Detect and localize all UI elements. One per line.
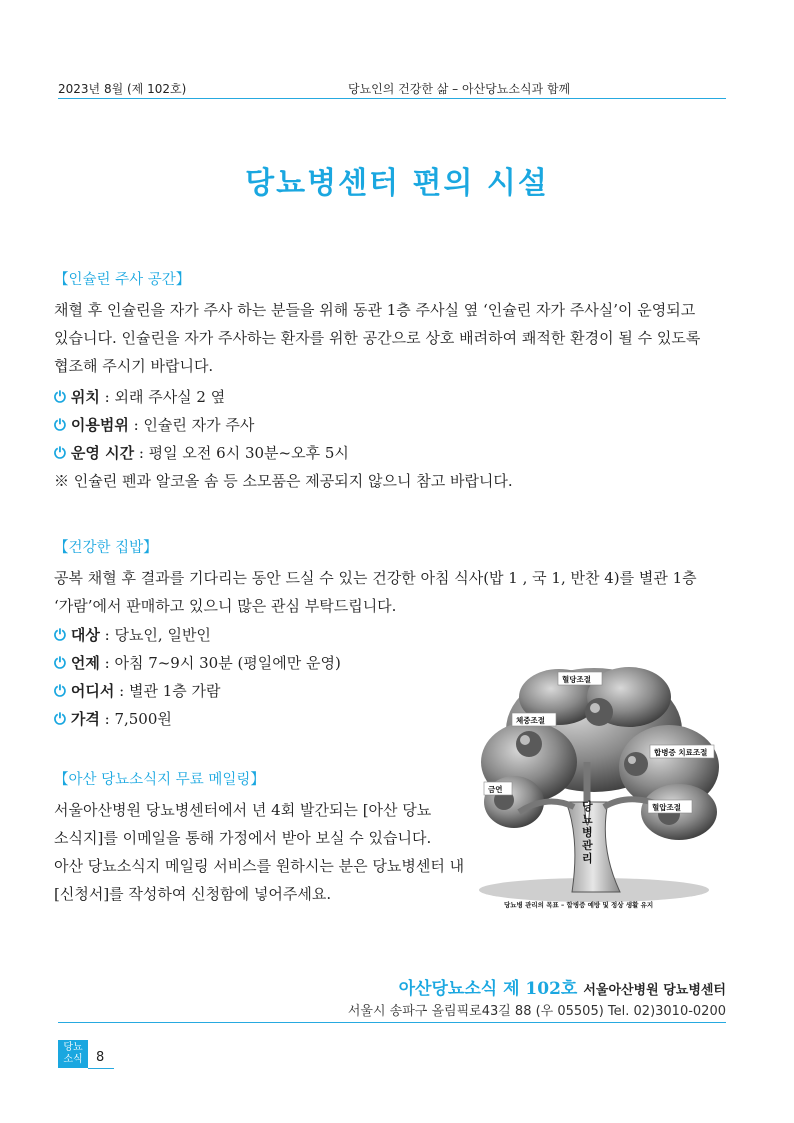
power-icon: ⏻ [54, 654, 66, 672]
footer-divider [58, 1022, 726, 1023]
section-heading-insulin: 【인슐린 주사 공간】 [54, 272, 191, 288]
list-item [54, 442, 349, 463]
list-item [54, 652, 341, 673]
organization-name: 서울아산병원 당뇨병센터 [583, 983, 726, 998]
item-value: : 7,500원 [99, 710, 172, 728]
badge-line-2: 소식 [63, 1054, 83, 1065]
list-item [54, 386, 225, 407]
power-icon: ⏻ [54, 626, 66, 644]
paragraph-mailing-line-1: 서울아산병원 당뇨병센터에서 년 4회 발간되는 [아산 당뇨 [54, 801, 432, 819]
power-icon: ⏻ [54, 388, 66, 406]
label-complication: 합병증 치료조절 [654, 748, 708, 757]
trunk-char-3: 병 [582, 826, 593, 839]
power-icon: ⏻ [54, 710, 66, 728]
paragraph-meal-line-2: ‘가람’에서 판매하고 있으니 많은 관심 부탁드립니다. [54, 597, 397, 615]
newsletter-name: 아산당뇨소식 제 102호 [398, 979, 578, 999]
trunk-char-1: 당 [582, 800, 593, 813]
power-icon: ⏻ [54, 444, 66, 462]
paragraph-mailing-line-4: [신청서]를 작성하여 신청함에 넣어주세요. [54, 885, 332, 903]
item-label: 운영 시간 [70, 444, 135, 462]
item-value: : 별관 1층 가람 [114, 682, 221, 700]
paragraph-insulin-line-3: 협조해 주시기 바랍니다. [54, 357, 214, 375]
item-label: 가격 [70, 710, 100, 728]
paragraph-meal-line-1: 공복 채혈 후 결과를 기다리는 동안 드실 수 있는 건강한 아침 식사(밥 1 , 국 1, 반찬 4)를 별관 1층 [54, 569, 697, 587]
item-label: 언제 [70, 654, 100, 672]
section-heading-mailing: 【아산 당뇨소식지 무료 메일링】 [54, 772, 265, 788]
issue-info: 2023년 8월 (제 102호) [58, 82, 187, 96]
badge-line-1: 당뇨 [63, 1042, 83, 1053]
list-item [54, 414, 254, 435]
paragraph-mailing-line-3: 아산 당뇨소식지 메일링 서비스를 원하시는 분은 당뇨병센터 내 [54, 857, 465, 875]
item-value: : 당뇨인, 일반인 [99, 626, 211, 644]
item-value: : 평일 오전 6시 30분~오후 5시 [134, 444, 349, 462]
trunk-char-5: 리 [582, 852, 593, 865]
power-icon: ⏻ [54, 416, 66, 434]
list-item [54, 624, 211, 645]
trunk-char-4: 관 [582, 839, 593, 852]
section-heading-meal: 【건강한 집밥】 [54, 540, 158, 556]
page-number-underline [88, 1068, 114, 1069]
running-header [58, 80, 726, 99]
footer-title [399, 974, 726, 999]
footer-address: 서울시 송파구 올림픽로43길 88 (우 05505) Tel. 02)3010-0200 [347, 1004, 726, 1019]
tree-illustration-svg [474, 652, 720, 914]
item-label: 대상 [70, 626, 100, 644]
item-value: : 외래 주사실 2 옆 [99, 388, 226, 406]
tree-caption: 당뇨병 관리의 목표 – 합병증 예방 및 정상 생활 유지 [504, 901, 654, 909]
label-pressure: 혈압조절 [652, 803, 681, 812]
label-smoking: 금연 [488, 785, 503, 794]
page-title: 당뇨병센터 편의 시설 [245, 166, 549, 201]
item-value: : 아침 7~9시 30분 (평일에만 운영) [99, 654, 341, 672]
trunk-char-2: 뇨 [582, 813, 593, 826]
insulin-note: ※ 인슐린 펜과 알코올 솜 등 소모품은 제공되지 않으니 참고 바랍니다. [54, 472, 513, 490]
list-item [54, 680, 220, 701]
tree-illustration [474, 652, 720, 914]
header-tagline: 당뇨인의 건강한 삶 – 아산당뇨소식과 함께 [348, 82, 571, 96]
item-label: 이용범위 [70, 416, 129, 434]
item-label: 위치 [70, 388, 100, 406]
list-item [54, 708, 172, 729]
label-weight: 체중조절 [516, 716, 545, 725]
newsletter-badge [58, 1040, 88, 1068]
item-label: 어디서 [70, 682, 115, 700]
paragraph-insulin-line-1: 채혈 후 인슐린을 자가 주사 하는 분들을 위해 동관 1층 주사실 옆 ‘인슐린 자가 주사실’이 운영되고 [54, 301, 696, 319]
paragraph-mailing-line-2: 소식지]를 이메일을 통해 가정에서 받아 보실 수 있습니다. [54, 829, 432, 847]
label-glucose: 혈당조절 [562, 675, 591, 684]
page-number: 8 [96, 1050, 105, 1065]
power-icon: ⏻ [54, 682, 66, 700]
paragraph-insulin-line-2: 있습니다. 인슐린을 자가 주사하는 환자를 위한 공간으로 상호 배려하여 쾌적한 환경이 될 수 있도록 [54, 329, 701, 347]
item-value: : 인슐린 자가 주사 [128, 416, 255, 434]
